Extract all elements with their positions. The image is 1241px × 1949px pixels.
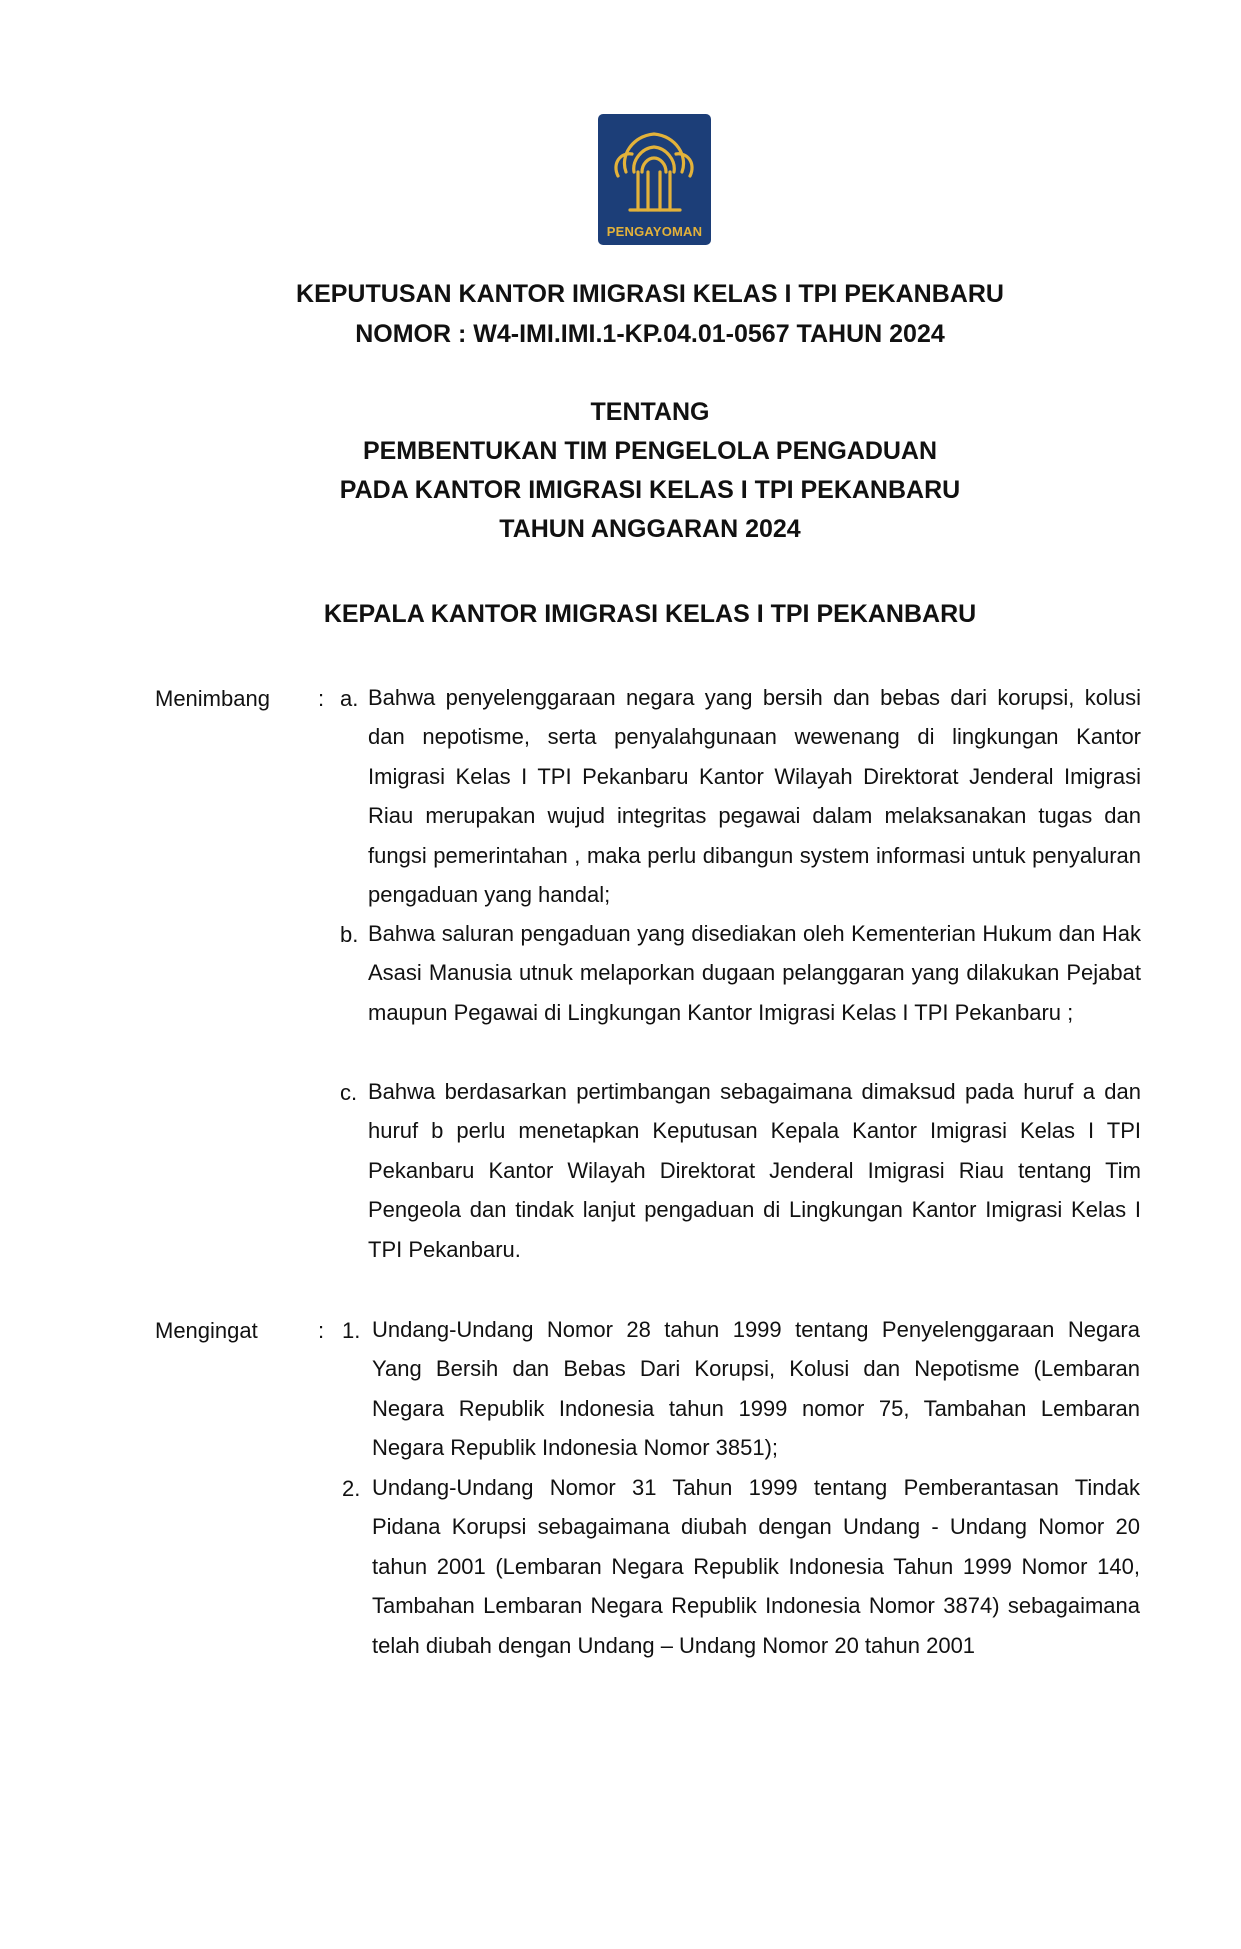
menimbang-item-b-marker: b.	[340, 922, 359, 947]
mengingat-item-2-marker: 2.	[342, 1476, 361, 1501]
decree-number: NOMOR : W4-IMI.IMI.1-KP.04.01-0567 TAHUN 2024	[355, 320, 945, 348]
pengayoman-logo	[598, 114, 711, 245]
subject-line-2: PADA KANTOR IMIGRASI KELAS I TPI PEKANBARU	[339, 476, 961, 504]
menimbang-item-a	[368, 678, 1141, 914]
mengingat-item-1-text: Undang-Undang Nomor 28 tahun 1999 tentang Penyelenggaraan Negara Yang Bersih dan Bebas Dari Korupsi, Kolusi dan Nepotisme (Lembaran Negara Republik Indonesia tahun 1999 nomor 75, Tambahan Lembaran Negara Republik Indonesia Nomor 3851);	[372, 1317, 1140, 1461]
menimbang-label: Menimbang	[155, 686, 270, 711]
mengingat-label: Mengingat	[155, 1318, 258, 1343]
decree-title: KEPUTUSAN KANTOR IMIGRASI KELAS I TPI PEKANBARU	[296, 280, 1004, 308]
mengingat-item-1-marker: 1.	[342, 1318, 361, 1343]
official-title: KEPALA KANTOR IMIGRASI KELAS I TPI PEKANBARU	[323, 600, 977, 628]
menimbang-item-c-text: Bahwa berdasarkan pertimbangan sebagaimana dimaksud pada huruf a dan huruf b perlu menetapkan Keputusan Kepala Kantor Imigrasi Kelas I TPI Pekanbaru Kantor Wilayah Direktorat Jenderal Imigrasi Riau tentang Tim Pengeola dan tindak lanjut pengaduan di Lingkungan Kantor Imigrasi Kelas I TPI Pekanbaru.	[368, 1079, 1141, 1262]
menimbang-item-c	[368, 1072, 1141, 1269]
tentang-heading: TENTANG	[590, 398, 710, 426]
logo-text: PENGAYOMAN	[606, 224, 703, 239]
mengingat-item-2	[372, 1468, 1140, 1665]
mengingat-item-1	[372, 1310, 1140, 1468]
menimbang-item-a-text: Bahwa penyelenggaraan negara yang bersih dan bebas dari korupsi, kolusi dan nepotisme, serta penyalahgunaan wewenang di lingkungan Kantor Imigrasi Kelas I TPI Pekanbaru Kantor Wilayah Direktorat Jenderal Imigrasi Riau merupakan wujud integritas pegawai dalam melaksanakan tugas dan fungsi pemerintahan , maka perlu dibangun system informasi untuk penyaluran pengaduan yang handal;	[368, 685, 1141, 908]
mengingat-item-2-text: Undang-Undang Nomor 31 Tahun 1999 tentang Pemberantasan Tindak Pidana Korupsi sebagaimana diubah dengan Undang - Undang Nomor 20 tahun 2001 (Lembaran Negara Republik Indonesia Tahun 1999 Nomor 140, Tambahan Lembaran Negara Republik Indonesia Nomor 3874) sebagaimana telah diubah dengan Undang – Undang Nomor 20 tahun 2001	[372, 1475, 1140, 1658]
menimbang-item-b-text: Bahwa saluran pengaduan yang disediakan oleh Kementerian Hukum dan Hak Asasi Manusia utnuk melaporkan dugaan pelanggaran yang dilakukan Pejabat maupun Pegawai di Lingkungan Kantor Imigrasi Kelas I TPI Pekanbaru ;	[368, 921, 1141, 1025]
menimbang-item-c-marker: c.	[340, 1080, 358, 1105]
banyan-tree-emblem-icon	[598, 114, 711, 224]
menimbang-colon: :	[318, 686, 325, 711]
menimbang-item-a-marker: a.	[340, 686, 359, 711]
subject-line-1: PEMBENTUKAN TIM PENGELOLA PENGADUAN	[362, 437, 938, 465]
menimbang-item-b	[368, 914, 1141, 1032]
mengingat-colon: :	[318, 1318, 325, 1343]
subject-line-3: TAHUN ANGGARAN 2024	[499, 515, 801, 543]
